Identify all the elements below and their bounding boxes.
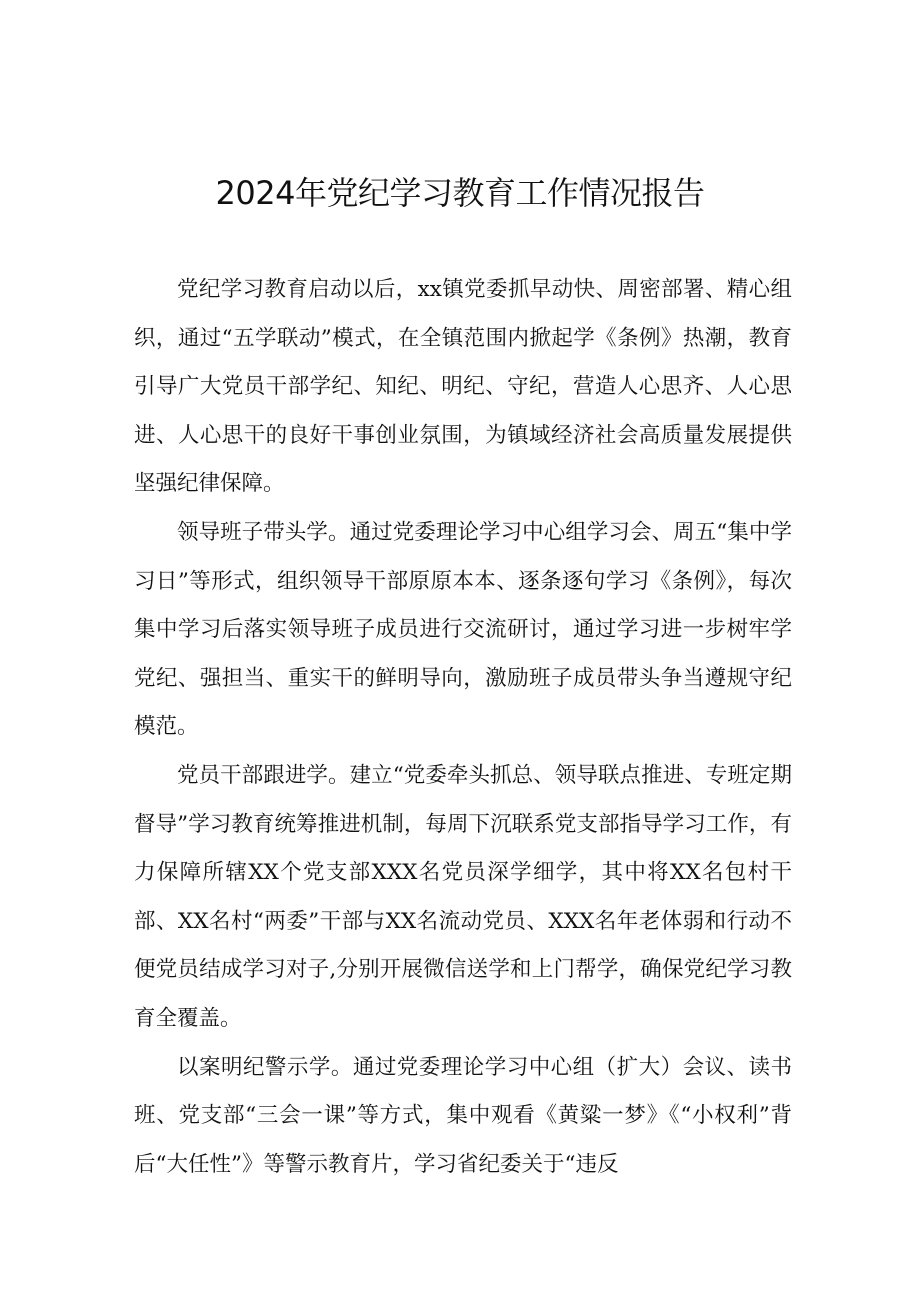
paragraph-cadres: 党员干部跟进学。建立“党委牵头抓总、领导联点推进、专班定期督导”学习教育统筹推进机制，每周下沉联系党支部指导学习工作，有力保障所辖XX个党支部XXX名党员深学细学，其中将XX名包村干部、XX名村“两委”干部与XX名流动党员、XXX名年老体弱和行动不便党员结成学习对子,分别开展微信送学和上门帮学，确保党纪学习教育全覆盖。: [134, 762, 792, 1031]
paragraph-leadership: 领导班子带头学。通过党委理论学习中心组学习会、周五“集中学习日”等形式，组织领导干部原原本本、逐条逐句学习《条例》，每次集中学习后落实领导班子成员进行交流研讨，通过学习进一步树牢学党纪、强担当、重实干的鲜明导向，激励班子成员带头争当遵规守纪模范。: [134, 519, 792, 740]
document-body: [134, 266, 792, 1189]
paragraph-intro: 党纪学习教育启动以后，xx镇党委抓早动快、周密部署、精心组织，通过“五学联动”模式，在全镇范围内掀起学《条例》热潮，教育引导广大党员干部学纪、知纪、明纪、守纪，营造人心思齐、人心思进、人心思干的良好干事创业氛围，为镇域经济社会高质量发展提供坚强纪律保障。: [134, 277, 792, 497]
document-title: 2024年党纪学习教育工作情况报告: [215, 174, 705, 212]
paragraph-warning-education: 以案明纪警示学。通过党委理论学习中心组（扩大）会议、读书班、党支部“三会一课”等方式，集中观看《黄粱一梦》《“小权利”背后“大任性”》等警示教育片，学习省纪委关于“违反: [134, 1054, 792, 1177]
